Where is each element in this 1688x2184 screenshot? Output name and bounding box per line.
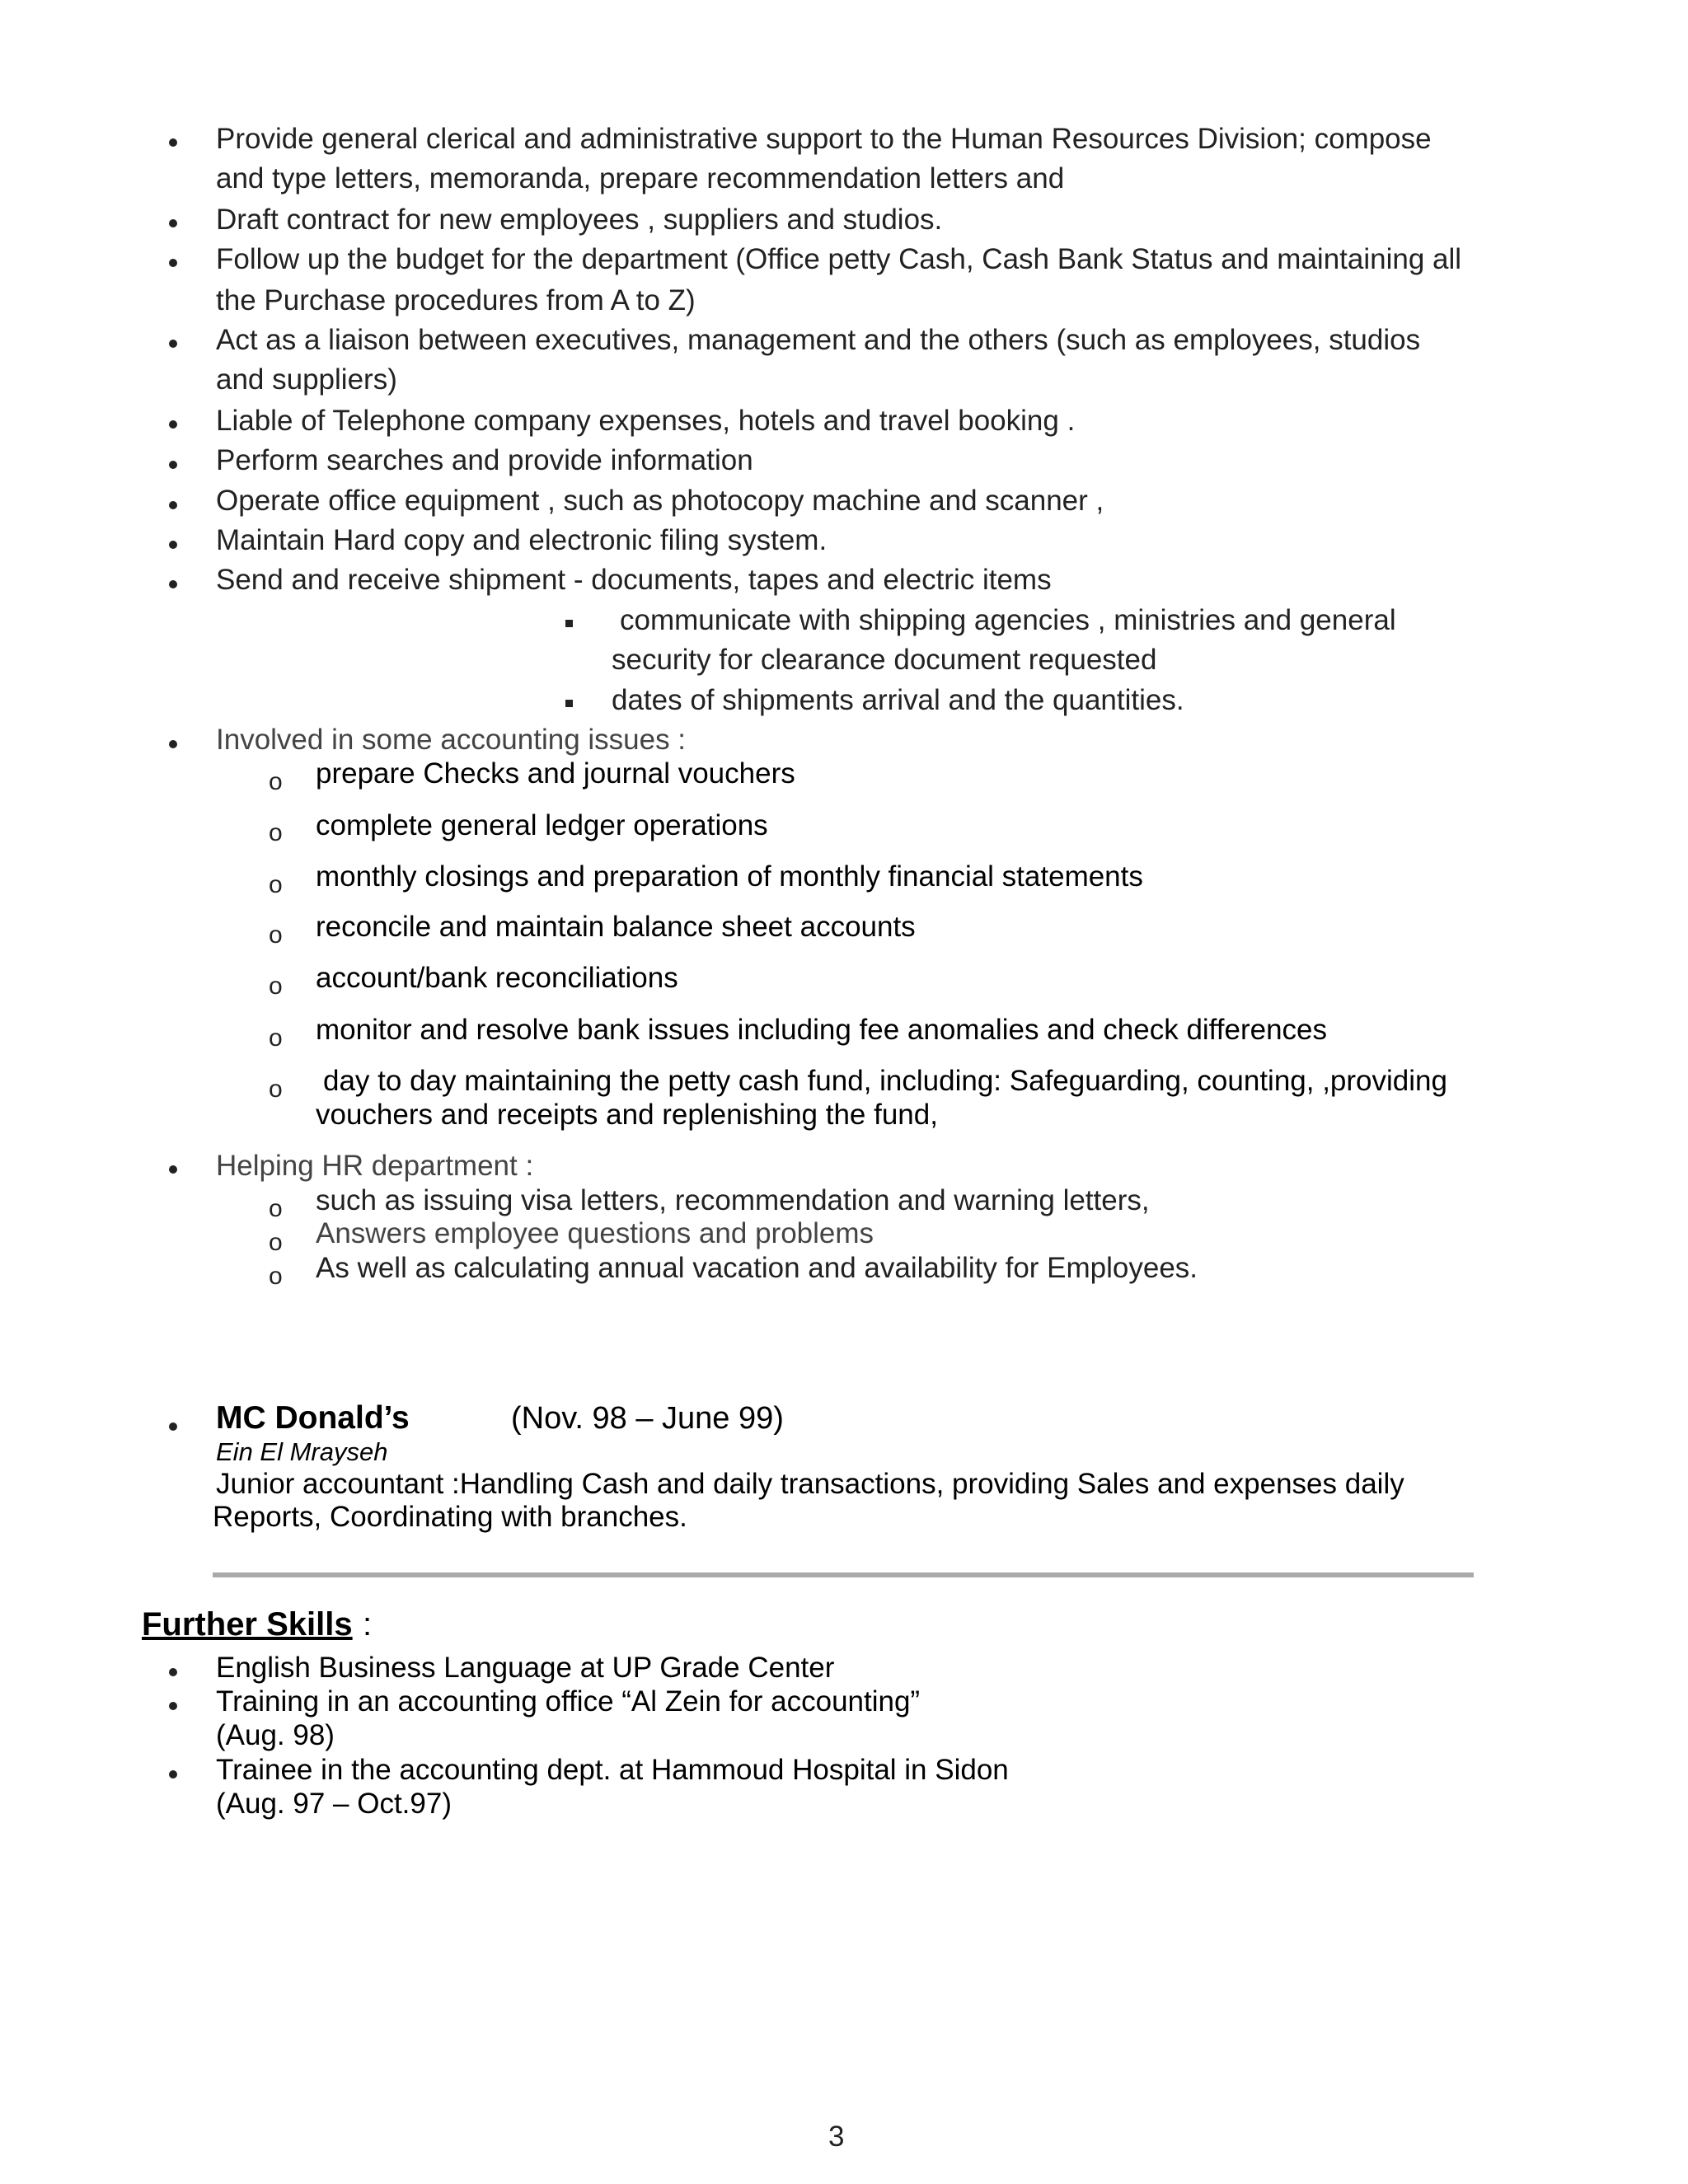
duty-line: Perform searches and provide information — [216, 444, 753, 476]
square-bullet — [565, 700, 573, 707]
circle-bullet: o — [269, 768, 283, 795]
hr-item: such as issuing visa letters, recommendation and warning letters, — [316, 1184, 1150, 1216]
bullet — [169, 1165, 177, 1174]
bullet — [169, 580, 177, 588]
bullet — [169, 1422, 177, 1431]
duty-line: Provide general clerical and administrative support to the Human Resources Division; compose — [216, 123, 1432, 155]
accounting-item: monthly closings and preparation of monthly financial statements — [316, 860, 1143, 893]
shipment-detail: dates of shipments arrival and the quantities. — [612, 684, 1184, 716]
duty-line: Maintain Hard copy and electronic filing system. — [216, 524, 828, 556]
circle-bullet: o — [269, 1229, 283, 1256]
square-bullet — [565, 620, 573, 627]
accounting-item: monitor and resolve bank issues including fee anomalies and check differences — [316, 1014, 1328, 1046]
circle-bullet: o — [269, 1076, 283, 1103]
hr-item: Answers employee questions and problems — [316, 1217, 874, 1249]
accounting-item: account/bank reconciliations — [316, 962, 678, 994]
circle-bullet: o — [269, 1263, 283, 1290]
heading-colon: : — [363, 1606, 373, 1643]
section-heading: Further Skills — [142, 1606, 353, 1643]
skill-line: English Business Language at UP Grade Center — [216, 1652, 835, 1684]
hr-intro: Helping HR department : — [216, 1150, 534, 1182]
bullet — [169, 1770, 177, 1779]
accounting-item: complete general ledger operations — [316, 809, 768, 841]
circle-bullet: o — [269, 819, 283, 846]
bullet — [169, 138, 177, 147]
duty-line: and suppliers) — [216, 363, 397, 396]
bullet — [169, 501, 177, 509]
bullet — [169, 740, 177, 748]
duty-line: Liable of Telephone company expenses, hotels and travel booking . — [216, 405, 1076, 437]
duty-line: the Purchase procedures from A to Z) — [216, 284, 696, 316]
bullet — [169, 541, 177, 549]
skill-line: (Aug. 98) — [216, 1719, 335, 1751]
duty-line: and type letters, memoranda, prepare recommendation letters and — [216, 162, 1065, 194]
shipment-detail: security for clearance document requested — [612, 644, 1157, 676]
shipment-detail: communicate with shipping agencies , ministries and general — [620, 604, 1396, 636]
duty-line: Operate office equipment , such as photocopy machine and scanner , — [216, 485, 1104, 517]
bullet — [169, 420, 177, 429]
bullet — [169, 1702, 177, 1710]
accounting-item: reconcile and maintain balance sheet accounts — [316, 911, 916, 943]
duty-line: Follow up the budget for the department (Office petty Cash, Cash Bank Status and maintaining all — [216, 243, 1462, 275]
duty-line: Draft contract for new employees , suppliers and studios. — [216, 204, 943, 236]
skill-line: (Aug. 97 – Oct.97) — [216, 1788, 452, 1820]
job-location: Ein El Mrayseh — [216, 1437, 388, 1466]
accounting-item: day to day maintaining the petty cash fund, including: Safeguarding, counting, ,providing — [323, 1065, 1447, 1097]
bullet — [169, 219, 177, 227]
circle-bullet: o — [269, 1024, 283, 1052]
hr-item: As well as calculating annual vacation and availability for Employees. — [316, 1252, 1198, 1284]
circle-bullet: o — [269, 1195, 283, 1222]
page-number: 3 — [828, 2121, 845, 2153]
job-description: Junior accountant :Handling Cash and daily transactions, providing Sales and expenses daily — [216, 1468, 1404, 1500]
accounting-item: vouchers and receipts and replenishing the fund, — [316, 1099, 938, 1131]
duty-line: Send and receive shipment - documents, tapes and electric items — [216, 564, 1052, 596]
duty-line: Act as a liaison between executives, management and the others (such as employees, studios — [216, 324, 1421, 356]
bullet — [169, 340, 177, 348]
bullet — [169, 259, 177, 267]
circle-bullet: o — [269, 921, 283, 949]
accounting-intro: Involved in some accounting issues : — [216, 724, 687, 756]
section-divider — [213, 1572, 1474, 1577]
circle-bullet: o — [269, 871, 283, 898]
circle-bullet: o — [269, 972, 283, 1000]
skill-line: Trainee in the accounting dept. at Hammoud Hospital in Sidon — [216, 1754, 1009, 1786]
company-name: MC Donald’s — [216, 1400, 410, 1436]
job-description: Reports, Coordinating with branches. — [213, 1501, 687, 1533]
bullet — [169, 1668, 177, 1676]
bullet — [169, 461, 177, 469]
accounting-item: prepare Checks and journal vouchers — [316, 757, 795, 790]
skill-line: Training in an accounting office “Al Zein for accounting” — [216, 1685, 921, 1718]
job-period: (Nov. 98 – June 99) — [511, 1401, 784, 1436]
